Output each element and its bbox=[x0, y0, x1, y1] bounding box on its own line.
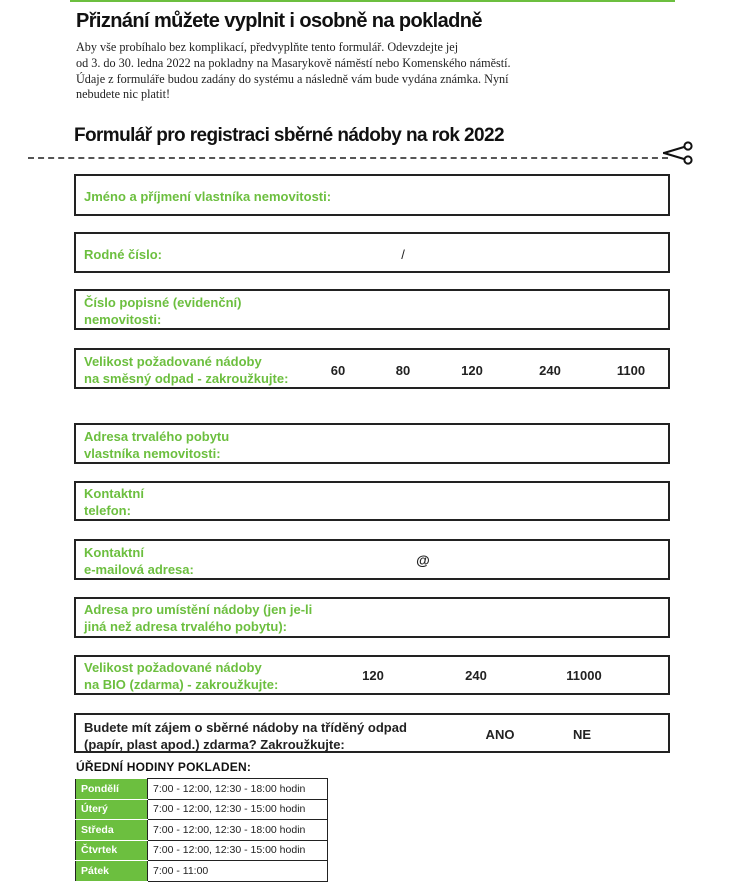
field-label bbox=[84, 660, 278, 693]
field-label-line: vlastníka nemovitosti: bbox=[84, 445, 221, 461]
at-sign: @ bbox=[416, 552, 430, 568]
intro-line: Aby vše probíhalo bez komplikací, předvyplňte tento formulář. Odevzdejte jej bbox=[76, 40, 459, 54]
option-60[interactable]: 60 bbox=[330, 363, 346, 378]
field-house-number[interactable] bbox=[74, 289, 670, 330]
field-sorted-waste bbox=[74, 713, 670, 753]
field-label: Jméno a příjmení vlastníka nemovitosti: bbox=[84, 189, 332, 204]
field-label-line: Adresa trvalého pobytu bbox=[84, 429, 230, 444]
hours-cell: 7:00 - 11:00 bbox=[148, 861, 328, 882]
option-80[interactable]: 80 bbox=[395, 363, 411, 378]
field-permanent-address[interactable] bbox=[74, 423, 670, 464]
scissors-icon bbox=[663, 141, 695, 165]
field-label bbox=[84, 602, 312, 635]
field-label bbox=[84, 429, 229, 462]
field-label-line: (papír, plast apod.) zdarma? Zakroužkujte: bbox=[84, 737, 345, 752]
field-label-line: e-mailová adresa: bbox=[84, 561, 194, 577]
hours-cell: 7:00 - 12:00, 12:30 - 15:00 hodin bbox=[148, 840, 328, 861]
field-label-line: Číslo popisné (evidenční) bbox=[84, 295, 242, 310]
table-row bbox=[76, 820, 328, 841]
field-label-line: Velikost požadované nádoby bbox=[84, 354, 262, 369]
table-row bbox=[76, 861, 328, 882]
field-label-line: Kontaktní bbox=[84, 486, 144, 501]
intro-line: Údaje z formuláře budou zadány do systému a následně vám bude vydána známka. Nyní bbox=[76, 71, 509, 86]
cut-line bbox=[28, 157, 668, 159]
field-bin-location[interactable] bbox=[74, 597, 670, 638]
table-row bbox=[76, 840, 328, 861]
office-hours-title: ÚŘEDNÍ HODINY POKLADEN: bbox=[76, 760, 252, 774]
field-label-line: jiná než adresa trvalého pobytu): bbox=[84, 618, 287, 634]
day-cell: Pondělí bbox=[76, 779, 148, 800]
field-bio-waste-size bbox=[74, 655, 670, 695]
field-owner-name[interactable] bbox=[74, 174, 670, 216]
form-title: Formulář pro registraci sběrné nádoby na rok 2022 bbox=[74, 125, 504, 146]
field-label bbox=[84, 719, 407, 753]
option-120[interactable]: 120 bbox=[461, 363, 483, 378]
birth-number-separator: / bbox=[401, 247, 405, 262]
field-label-line: Budete mít zájem o sběrné nádoby na tříděný odpad bbox=[84, 720, 407, 735]
field-birth-number[interactable] bbox=[74, 232, 670, 273]
field-label-line: nemovitosti: bbox=[84, 311, 162, 327]
hours-cell: 7:00 - 12:00, 12:30 - 15:00 hodin bbox=[148, 799, 328, 820]
field-label-line: na směsný odpad - zakroužkujte: bbox=[84, 370, 289, 386]
office-hours-table bbox=[75, 778, 328, 882]
field-label bbox=[84, 295, 241, 328]
table-row bbox=[76, 799, 328, 820]
option-240[interactable]: 240 bbox=[465, 668, 487, 683]
field-email[interactable] bbox=[74, 539, 670, 580]
intro-line: od 3. do 30. ledna 2022 na pokladny na Masarykově náměstí nebo Komenského náměstí. bbox=[76, 55, 511, 70]
page-heading: Přiznání můžete vyplnit i osobně na pokladně bbox=[76, 10, 482, 32]
option-11000[interactable]: 11000 bbox=[566, 668, 602, 683]
table-row bbox=[76, 779, 328, 800]
day-cell: Úterý bbox=[76, 799, 148, 820]
field-mixed-waste-size bbox=[74, 348, 670, 389]
option-yes[interactable]: ANO bbox=[485, 727, 515, 742]
field-label bbox=[84, 354, 288, 387]
option-120[interactable]: 120 bbox=[362, 668, 384, 683]
field-label-line: Velikost požadované nádoby bbox=[84, 660, 262, 675]
field-label-line: telefon: bbox=[84, 502, 131, 518]
top-accent-line bbox=[70, 0, 675, 2]
option-1100[interactable]: 1100 bbox=[616, 363, 646, 378]
field-label bbox=[84, 545, 194, 578]
field-label-line: na BIO (zdarma) - zakroužkujte: bbox=[84, 676, 279, 692]
hours-cell: 7:00 - 12:00, 12:30 - 18:00 hodin bbox=[148, 779, 328, 800]
hours-cell: 7:00 - 12:00, 12:30 - 18:00 hodin bbox=[148, 820, 328, 841]
field-label-line: Adresa pro umístění nádoby (jen je-li bbox=[84, 602, 313, 617]
intro-paragraph bbox=[76, 40, 546, 103]
field-label: Rodné číslo: bbox=[84, 247, 163, 262]
field-phone[interactable] bbox=[74, 481, 670, 521]
day-cell: Středa bbox=[76, 820, 148, 841]
intro-line: nebudete nic platit! bbox=[76, 87, 171, 102]
option-no[interactable]: NE bbox=[572, 727, 592, 742]
day-cell: Čtvrtek bbox=[76, 840, 148, 861]
field-label-line: Kontaktní bbox=[84, 545, 144, 560]
option-240[interactable]: 240 bbox=[539, 363, 561, 378]
day-cell: Pátek bbox=[76, 861, 148, 882]
field-label bbox=[84, 486, 144, 519]
